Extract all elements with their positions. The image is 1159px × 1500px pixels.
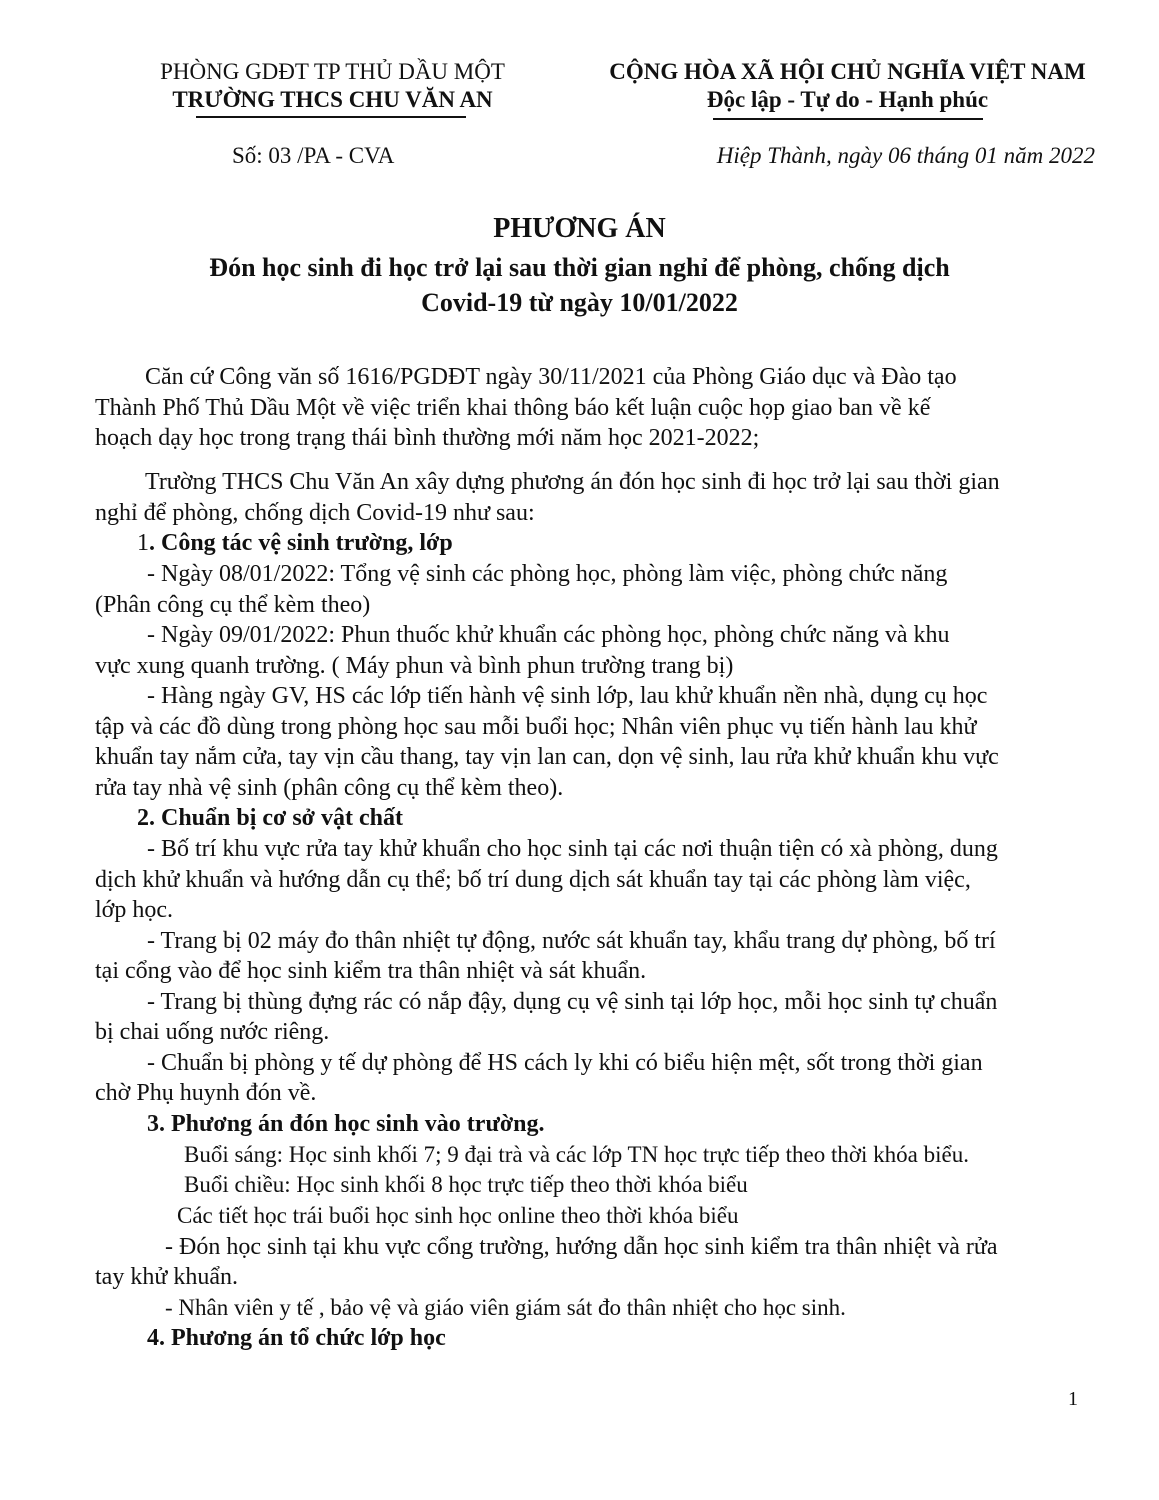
- section3-line6: - Nhân viên y tế , bảo vệ và giáo viên giám sát đo thân nhiệt cho học sinh.: [165, 1295, 846, 1320]
- section1-title: . Công tác vệ sinh trường, lớp: [149, 530, 453, 556]
- page-number: 1: [1068, 1388, 1078, 1410]
- section1-line2: (Phân công cụ thể kèm theo): [95, 592, 371, 618]
- school-underline: [196, 116, 466, 118]
- place-date: Hiệp Thành, ngày 06 tháng 01 năm 2022: [716, 143, 1095, 168]
- section2-line7: bị chai uống nước riêng.: [95, 1019, 330, 1045]
- section2-heading: 2. Chuẩn bị cơ sở vật chất: [137, 805, 403, 831]
- section3-line2: Buổi chiều: Học sinh khối 8 học trực tiếp theo thời khóa biểu: [184, 1172, 748, 1197]
- document-subtitle-line2: Covid-19 từ ngày 10/01/2022: [421, 288, 738, 317]
- section1-line5: - Hàng ngày GV, HS các lớp tiến hành vệ sinh lớp, lau khử khuẩn nền nhà, dụng cụ học: [147, 683, 988, 709]
- issuer-school: TRƯỜNG THCS CHU VĂN AN: [172, 87, 493, 112]
- section3-line1: Buổi sáng: Học sinh khối 7; 9 đại trà và các lớp TN học trực tiếp theo thời khóa biểu.: [184, 1142, 969, 1167]
- national-motto: Độc lập - Tự do - Hạnh phúc: [706, 87, 989, 112]
- national-title: CỘNG HÒA XÃ HỘI CHỦ NGHĨA VIỆT NAM: [609, 59, 1086, 84]
- intro-p1-line3: hoạch dạy học trong trạng thái bình thường mới năm học 2021-2022;: [95, 425, 760, 451]
- section3-line3: Các tiết học trái buổi học sinh học online theo thời khóa biểu: [177, 1203, 739, 1228]
- section2-line1: - Bố trí khu vực rửa tay khử khuẩn cho học sinh tại các nơi thuận tiện có xà phòng, dung: [147, 836, 998, 862]
- section2-line9: chờ Phụ huynh đón về.: [95, 1080, 317, 1106]
- section2-line6: - Trang bị thùng đựng rác có nắp đậy, dụng cụ vệ sinh tại lớp học, mỗi học sinh tự chuẩn: [147, 989, 998, 1015]
- section2-line8: - Chuẩn bị phòng y tế dự phòng để HS cách ly khi có biểu hiện mệt, sốt trong thời gian: [147, 1050, 983, 1076]
- document-number: Số: 03 /PA - CVA: [232, 143, 395, 168]
- section4-heading: 4. Phương án tổ chức lớp học: [147, 1325, 446, 1351]
- intro-p2-line2: nghỉ để phòng, chống dịch Covid-19 như sau:: [95, 500, 535, 526]
- section1-line7: khuẩn tay nắm cửa, tay vịn cầu thang, tay vịn lan can, dọn vệ sinh, lau rửa khử khuẩn khu vực: [95, 744, 999, 770]
- section2-line3: lớp học.: [95, 897, 174, 923]
- section3-line4: - Đón học sinh tại khu vực cổng trường, hướng dẫn học sinh kiểm tra thân nhiệt và rửa: [165, 1234, 998, 1260]
- section1-line1: - Ngày 08/01/2022: Tổng vệ sinh các phòng học, phòng làm việc, phòng chức năng: [147, 561, 948, 587]
- intro-p1-line2: Thành Phố Thủ Dầu Một về việc triển khai thông báo kết luận cuộc họp giao ban về kế: [95, 395, 931, 421]
- intro-p2-line1: Trường THCS Chu Văn An xây dựng phương án đón học sinh đi học trở lại sau thời gian: [145, 469, 1000, 495]
- document-subtitle-line1: Đón học sinh đi học trở lại sau thời gian nghỉ để phòng, chống dịch: [209, 253, 950, 282]
- intro-p1-line1: Căn cứ Công văn số 1616/PGDĐT ngày 30/11/2021 của Phòng Giáo dục và Đào tạo: [145, 364, 957, 390]
- section1-line8: rửa tay nhà vệ sinh (phân công cụ thể kèm theo).: [95, 775, 564, 801]
- section2-line2: dịch khử khuẩn và hướng dẫn cụ thể; bố trí dung dịch sát khuẩn tay tại các phòng làm việc,: [95, 867, 971, 893]
- section1-line6: tập và các đồ dùng trong phòng học sau mỗi buổi học; Nhân viên phục vụ tiến hành lau khử: [95, 714, 977, 740]
- section2-line4: - Trang bị 02 máy đo thân nhiệt tự động, nước sát khuẩn tay, khẩu trang dự phòng, bố trí: [147, 928, 996, 954]
- section1-line4: vực xung quanh trường. ( Máy phun và bình phun trường trang bị): [95, 653, 734, 679]
- issuer-department: PHÒNG GDĐT TP THỦ DẦU MỘT: [160, 59, 505, 84]
- motto-underline: [713, 118, 983, 120]
- section1-heading: [137, 530, 453, 557]
- section3-heading: 3. Phương án đón học sinh vào trường.: [147, 1111, 545, 1137]
- section1-number: 1: [137, 530, 149, 556]
- document-title: PHƯƠNG ÁN: [493, 213, 666, 244]
- section2-line5: tại cổng vào để học sinh kiểm tra thân nhiệt và sát khuẩn.: [95, 958, 647, 984]
- section1-line3: - Ngày 09/01/2022: Phun thuốc khử khuẩn các phòng học, phòng chức năng và khu: [147, 622, 950, 648]
- section3-line5: tay khử khuẩn.: [95, 1264, 238, 1290]
